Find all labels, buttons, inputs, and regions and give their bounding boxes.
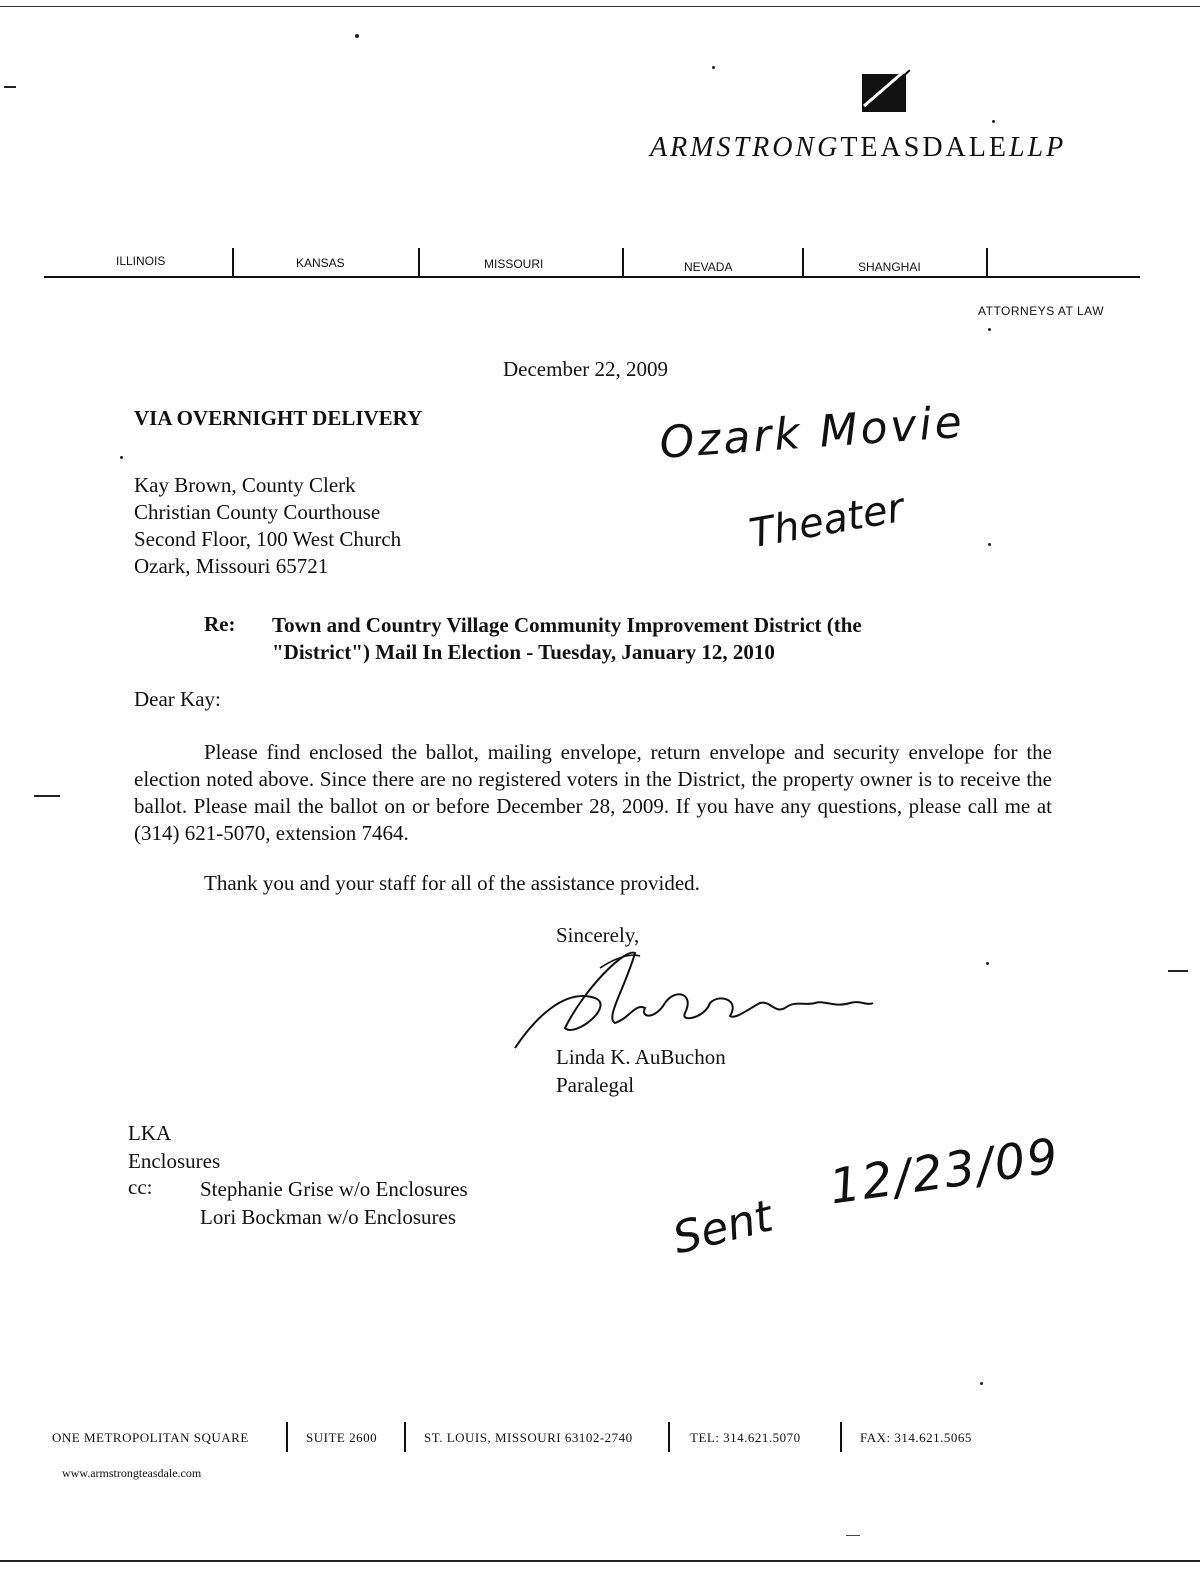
footer-fax: FAX: 314.621.5065 [860, 1430, 972, 1445]
subject-line-2: "District") Mail In Election - Tuesday, January 12, 2010 [272, 640, 775, 664]
scan-speck [988, 328, 991, 331]
footer-suite: SUITE 2600 [306, 1430, 378, 1445]
signer-block [556, 1043, 726, 1099]
handwritten-note-line-1: Ozark Movie [658, 396, 967, 469]
body-paragraph: Please find enclosed the ballot, mailing envelope, return envelope and security envelope for the election noted above. Since there are no registered voters in the District, the property owner is to receive the ballot. Please mail the ballot on or before December 28, 2009. If you have any questions, please call me at (314) 621-5070, extension 7464. [134, 740, 1052, 845]
re-label: Re: [204, 612, 236, 636]
office-kansas: KANSAS [296, 256, 345, 270]
footer-street: ONE METROPOLITAN SQUARE [52, 1430, 249, 1445]
recipient-line: Ozark, Missouri 65721 [134, 554, 329, 578]
signer-title: Paralegal [556, 1073, 635, 1097]
handwritten-sent-date: 12/23/09 [826, 1127, 1064, 1216]
enclosures-note: Enclosures [128, 1149, 221, 1173]
cc-recipient: Stephanie Grise w/o Enclosures [200, 1177, 468, 1201]
recipient-line: Second Floor, 100 West Church [134, 527, 402, 551]
footer-separator [840, 1422, 842, 1452]
office-nevada: NEVADA [684, 260, 733, 274]
letterhead-footer [52, 1422, 1052, 1454]
scan-speck [355, 34, 359, 38]
scan-bottom-edge [0, 1560, 1200, 1562]
footer-separator [668, 1422, 670, 1452]
scan-top-edge [0, 6, 1200, 7]
office-illinois: ILLINOIS [116, 254, 166, 268]
scan-speck [988, 543, 991, 546]
office-separator [986, 248, 988, 276]
typist-initials: LKA [128, 1121, 172, 1145]
closing: Sincerely, [556, 923, 640, 947]
handwritten-sent-label: Sent [668, 1190, 778, 1265]
firm-name-part-3: LLP [1008, 132, 1067, 163]
thanks-paragraph: Thank you and your staff for all of the assistance provided. [204, 871, 700, 895]
scan-speck [980, 1382, 983, 1385]
footer-phone: TEL: 314.621.5070 [690, 1430, 801, 1445]
delivery-method: VIA OVERNIGHT DELIVERY [134, 406, 423, 430]
scan-mark [846, 1535, 860, 1536]
firm-name-part-1: ARMSTRONG [650, 132, 841, 163]
office-missouri: MISSOURI [484, 257, 544, 271]
handwritten-note-line-2: Theater [746, 484, 908, 558]
letter-date: December 22, 2009 [503, 357, 669, 381]
scan-mark [34, 795, 60, 797]
office-separator [418, 248, 420, 276]
letterhead-rule [44, 276, 1140, 278]
footer-website: www.armstrongteasdale.com [62, 1466, 202, 1480]
cc-list [200, 1175, 468, 1231]
scan-speck [986, 962, 989, 965]
office-separator [622, 248, 624, 276]
firm-name [650, 132, 1066, 164]
recipient-line: Kay Brown, County Clerk [134, 473, 356, 497]
recipient-address [134, 472, 401, 580]
footer-city: ST. LOUIS, MISSOURI 63102-2740 [424, 1430, 633, 1445]
recipient-line: Christian County Courthouse [134, 500, 381, 524]
scan-mark [4, 86, 16, 88]
footer-separator [404, 1422, 406, 1452]
firm-logo-icon [858, 66, 910, 114]
cc-recipient: Lori Bockman w/o Enclosures [200, 1205, 457, 1229]
footer-separator [286, 1422, 288, 1452]
subject-line-1: Town and Country Village Community Improvement District (the [272, 613, 862, 637]
tagline: ATTORNEYS AT LAW [978, 304, 1105, 318]
office-shanghai: SHANGHAI [858, 260, 921, 274]
signer-name: Linda K. AuBuchon [556, 1045, 726, 1069]
office-separator [802, 248, 804, 276]
scan-speck [120, 456, 123, 459]
subject-line [272, 612, 972, 666]
scan-speck [712, 66, 715, 69]
cc-label: cc: [128, 1175, 153, 1199]
salutation: Dear Kay: [134, 687, 221, 711]
office-separator [232, 248, 234, 276]
office-locations-bar [44, 248, 1140, 278]
scan-speck [992, 120, 995, 123]
initials-block [128, 1119, 220, 1175]
firm-name-part-2: TEASDALE [840, 132, 1009, 163]
scan-mark [1168, 970, 1188, 972]
